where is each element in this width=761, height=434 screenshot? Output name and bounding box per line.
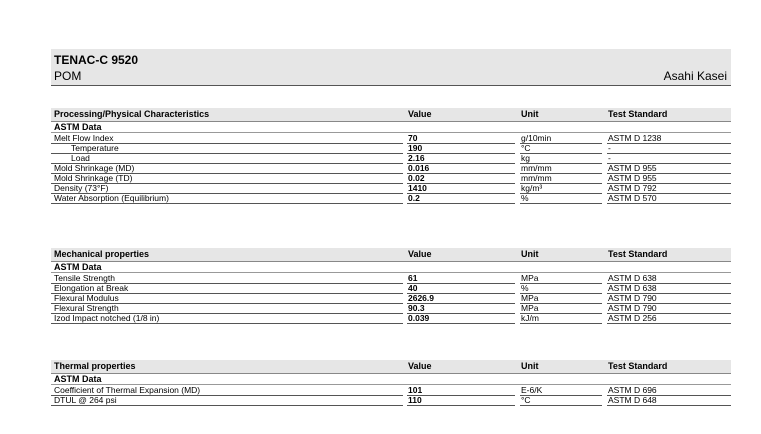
table-row <box>51 173 731 183</box>
property-name: Density (73°F) <box>54 183 109 193</box>
property-value: 2626.9 <box>408 293 434 303</box>
property-name: Temperature <box>71 143 119 153</box>
property-value: 190 <box>408 143 423 153</box>
section-title: Processing/Physical Characteristics <box>54 109 210 119</box>
table-row <box>51 395 731 405</box>
section-header <box>51 360 731 374</box>
section-processing <box>51 108 731 203</box>
table-row <box>51 163 731 173</box>
subheading: ASTM Data <box>51 374 731 385</box>
property-unit: E-6/K <box>521 385 543 395</box>
table-row <box>51 133 731 143</box>
test-standard: ASTM D 1238 <box>608 133 662 143</box>
property-value: 110 <box>408 395 422 405</box>
table-row <box>51 293 731 303</box>
row-divider <box>520 323 602 324</box>
property-unit: mm/mm <box>521 163 552 173</box>
test-standard: - <box>608 153 611 163</box>
property-name: DTUL @ 264 psi <box>54 395 117 405</box>
property-name: Melt Flow Index <box>54 133 114 143</box>
property-name: Coefficient of Thermal Expansion (MD) <box>54 385 201 395</box>
test-standard: ASTM D 570 <box>608 193 657 203</box>
column-header: Unit <box>521 109 539 119</box>
test-standard: ASTM D 955 <box>608 163 657 173</box>
property-value: 40 <box>408 283 418 293</box>
column-header: Value <box>408 109 432 119</box>
property-value: 101 <box>408 385 423 395</box>
datasheet-header <box>51 49 731 86</box>
property-name: Water Absorption (Equilibrium) <box>54 193 169 203</box>
test-standard: ASTM D 790 <box>608 293 657 303</box>
test-standard: ASTM D 790 <box>608 303 657 313</box>
section-thermal <box>51 360 731 405</box>
property-unit: °C <box>521 395 531 405</box>
property-name: Mold Shrinkage (MD) <box>54 163 135 173</box>
column-header: Test Standard <box>608 361 668 371</box>
row-divider <box>407 405 515 406</box>
property-name: Tensile Strength <box>54 273 115 283</box>
table-row <box>51 153 731 163</box>
section-mechanical <box>51 248 731 323</box>
row-divider <box>607 323 731 324</box>
test-standard: ASTM D 638 <box>608 283 657 293</box>
column-header: Test Standard <box>608 249 668 259</box>
property-value: 61 <box>408 273 418 283</box>
column-header: Unit <box>521 249 539 259</box>
row-divider <box>51 405 403 406</box>
row-divider <box>51 203 403 204</box>
property-unit: kg/m³ <box>521 183 543 193</box>
property-unit: kg <box>521 153 530 163</box>
property-unit: kJ/m <box>521 313 539 323</box>
property-value: 90.3 <box>408 303 425 313</box>
row-divider <box>407 323 515 324</box>
column-header: Value <box>408 249 432 259</box>
property-value: 0.039 <box>408 313 430 323</box>
section-title: Thermal properties <box>54 361 136 371</box>
row-divider <box>520 203 602 204</box>
property-value: 2.16 <box>408 153 425 163</box>
table-row <box>51 283 731 293</box>
test-standard: - <box>608 143 611 153</box>
row-divider <box>607 405 731 406</box>
property-name: Flexural Strength <box>54 303 119 313</box>
table-row <box>51 385 731 395</box>
column-header: Test Standard <box>608 109 668 119</box>
product-name: TENAC-C 9520 <box>54 53 139 67</box>
property-value: 0.016 <box>408 163 430 173</box>
test-standard: ASTM D 256 <box>608 313 657 323</box>
row-divider <box>520 405 602 406</box>
polymer-type: POM <box>54 69 82 83</box>
property-unit: MPa <box>521 293 539 303</box>
row-divider <box>407 203 515 204</box>
table-row <box>51 143 731 153</box>
subheading: ASTM Data <box>51 262 731 273</box>
table-row <box>51 313 731 323</box>
property-unit: MPa <box>521 273 539 283</box>
section-title: Mechanical properties <box>54 249 150 259</box>
property-unit: % <box>521 193 529 203</box>
manufacturer: Asahi Kasei <box>663 69 727 83</box>
test-standard: ASTM D 638 <box>608 273 657 283</box>
section-header <box>51 108 731 122</box>
property-value: 0.02 <box>408 173 425 183</box>
test-standard: ASTM D 648 <box>608 395 657 405</box>
property-name: Load <box>71 153 90 163</box>
subheading: ASTM Data <box>51 122 731 133</box>
property-unit: g/10min <box>521 133 552 143</box>
row-divider <box>607 203 731 204</box>
property-unit: °C <box>521 143 531 153</box>
test-standard: ASTM D 792 <box>608 183 657 193</box>
row-divider <box>51 323 403 324</box>
column-header: Value <box>408 361 432 371</box>
table-row <box>51 193 731 203</box>
test-standard: ASTM D 955 <box>608 173 657 183</box>
table-row <box>51 303 731 313</box>
column-header: Unit <box>521 361 539 371</box>
property-name: Flexural Modulus <box>54 293 119 303</box>
property-name: Mold Shrinkage (TD) <box>54 173 133 183</box>
property-unit: % <box>521 283 529 293</box>
table-row <box>51 273 731 283</box>
property-name: Izod Impact notched (1/8 in) <box>54 313 160 323</box>
property-value: 70 <box>408 133 418 143</box>
property-value: 0.2 <box>408 193 420 203</box>
test-standard: ASTM D 696 <box>608 385 657 395</box>
property-value: 1410 <box>408 183 427 193</box>
property-unit: MPa <box>521 303 539 313</box>
property-unit: mm/mm <box>521 173 552 183</box>
section-header <box>51 248 731 262</box>
property-name: Elongation at Break <box>54 283 129 293</box>
table-row <box>51 183 731 193</box>
